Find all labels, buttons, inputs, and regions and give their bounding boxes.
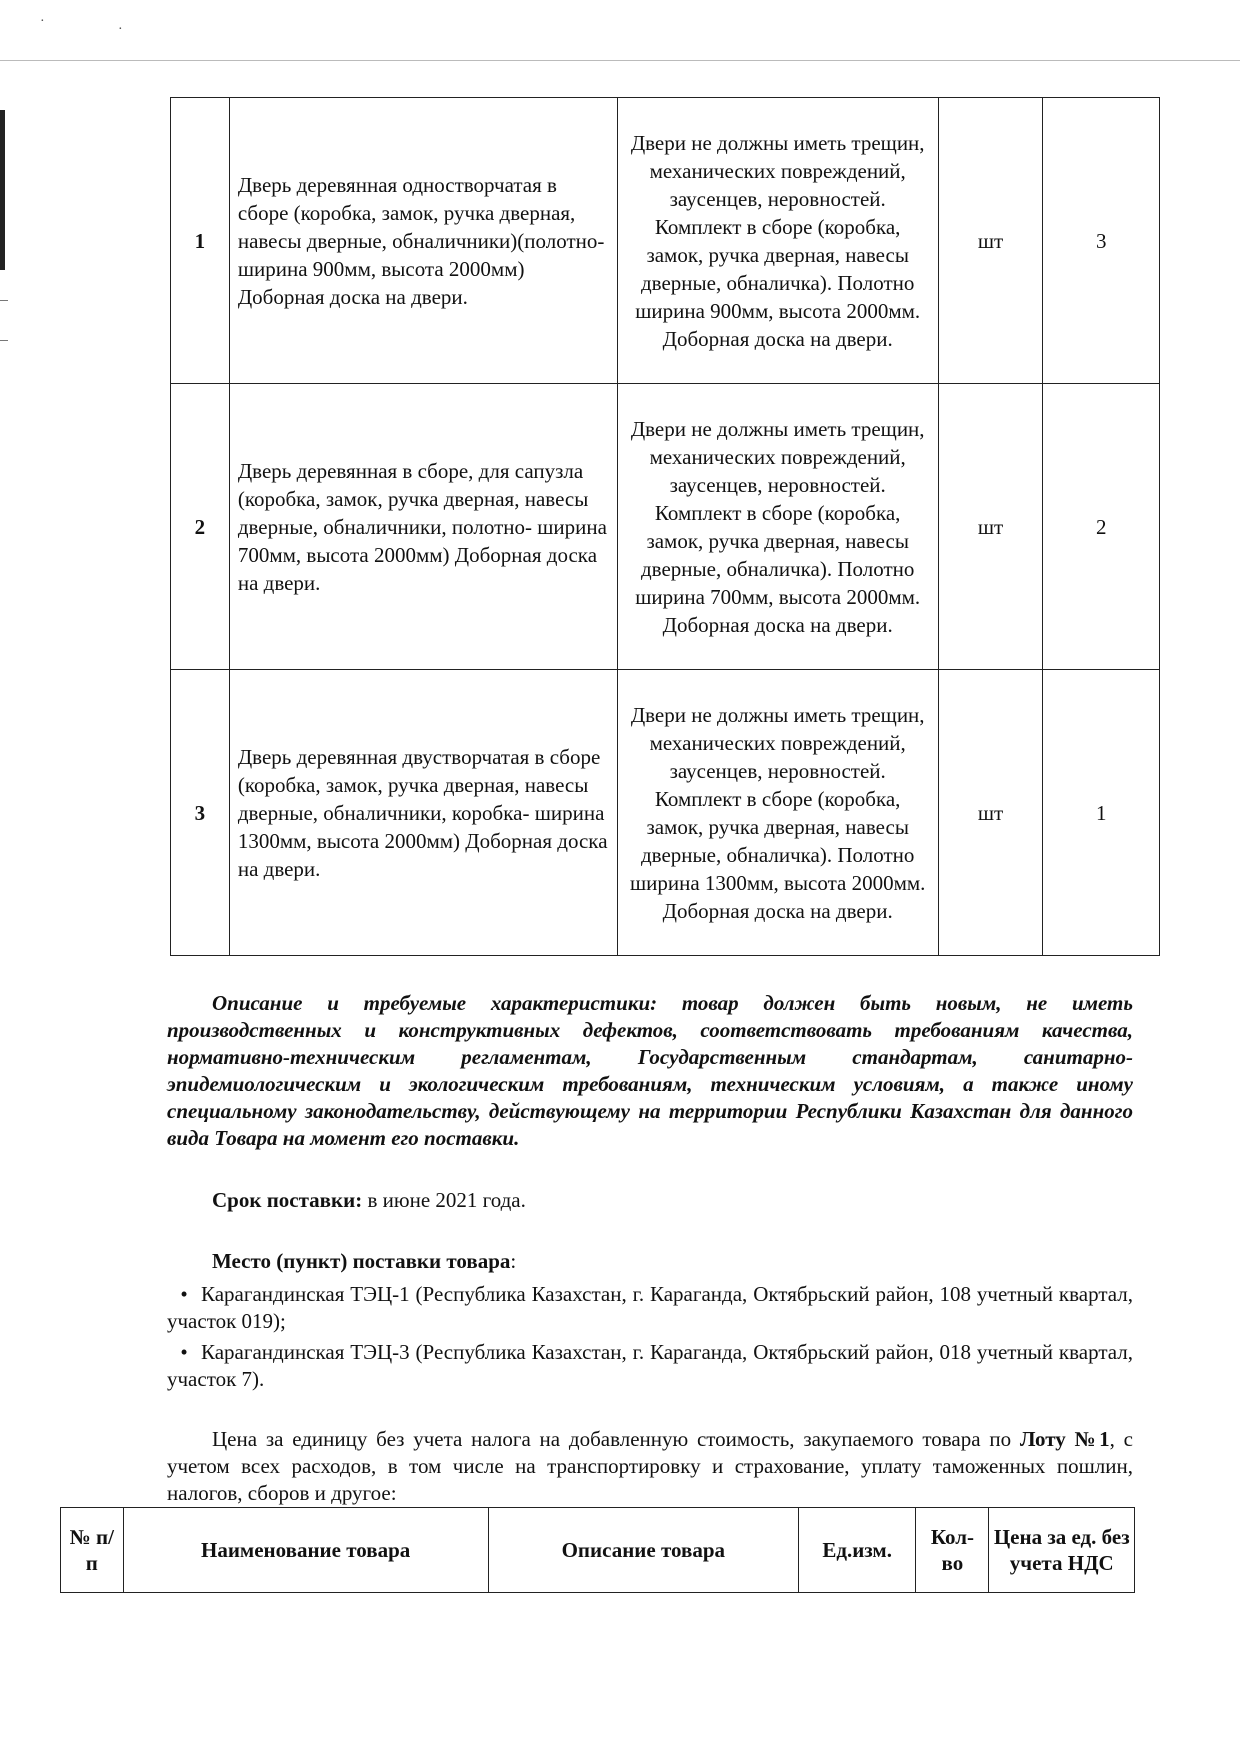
delivery-term-value: в июне 2021 года. <box>362 1188 526 1212</box>
item-description: Двери не должны иметь трещин, механических повреждений, заусенцев, неровностей. Комплект в сборе (коробка, замок, ручка дверная, навесы дверные, обналичка). Полотно ширина 900мм, высота 2000мм. Доборная доска на двери. <box>617 98 938 384</box>
table-header-row <box>61 1508 1135 1593</box>
header-name: Наименование товара <box>123 1508 488 1593</box>
item-unit: шт <box>938 98 1043 384</box>
row-number: 3 <box>171 670 230 956</box>
price-table <box>60 1507 1135 1593</box>
item-description: Двери не должны иметь трещин, механических повреждений, заусенцев, неровностей. Комплект в сборе (коробка, замок, ручка дверная, навесы дверные, обналичка). Полотно ширина 1300мм, высота 2000мм. Доборная доска на двери. <box>617 670 938 956</box>
specification-table <box>170 97 1160 956</box>
delivery-place-heading <box>212 1248 1178 1275</box>
bullet-icon: • <box>180 1282 188 1306</box>
price-note <box>167 1426 1133 1507</box>
row-number: 2 <box>171 384 230 670</box>
header-price: Цена за ед. без учета НДС <box>989 1508 1135 1593</box>
table-row <box>171 670 1160 956</box>
scan-mark: · <box>118 22 123 37</box>
item-description: Двери не должны иметь трещин, механических повреждений, заусенцев, неровностей. Комплект в сборе (коробка, замок, ручка дверная, навесы дверные, обналичка). Полотно ширина 700мм, высота 2000мм. Доборная доска на двери. <box>617 384 938 670</box>
bullet-icon: • <box>180 1340 188 1364</box>
scan-edge-line <box>0 60 1240 61</box>
item-quantity: 3 <box>1043 98 1160 384</box>
header-number: № п/п <box>61 1508 124 1593</box>
item-quantity: 2 <box>1043 384 1160 670</box>
list-item <box>167 1281 1133 1335</box>
item-unit: шт <box>938 384 1043 670</box>
requirements-paragraph: Описание и требуемые характеристики: товар должен быть новым, не иметь производственных и конструктивных дефектов, соответствовать требованиям качества, нормативно-техническим регламентам, Государственным стандартам, санитарно-эпидемиологическим и экологическим требованиям, техническим условиям, а также иному специальному законодательству, действующему на территории Республики Казахстан для данного вида Товара на момент его поставки. <box>167 991 1133 1150</box>
scan-tick <box>0 340 8 341</box>
delivery-place-label: Место (пункт) поставки товара <box>212 1249 511 1273</box>
scan-mark: · <box>40 14 45 29</box>
lot-number: Лоту №1 <box>1019 1427 1110 1451</box>
item-name: Дверь деревянная одностворчатая в сборе (коробка, замок, ручка дверная, навесы дверные, обналичники)(полотно- ширина 900мм, высота 2000мм) Доборная доска на двери. <box>229 98 617 384</box>
item-name: Дверь деревянная двустворчатая в сборе (коробка, замок, ручка дверная, навесы дверные, обналичники, коробка- ширина 1300мм, высота 2000мм) Доборная доска на двери. <box>229 670 617 956</box>
row-number: 1 <box>171 98 230 384</box>
header-quantity: Кол-во <box>916 1508 989 1593</box>
scan-tick <box>0 300 8 301</box>
item-name: Дверь деревянная в сборе, для сапузла (коробка, замок, ручка дверная, навесы дверные, обналичники, полотно- ширина 700мм, высота 2000мм) Доборная доска на двери. <box>229 384 617 670</box>
price-note-text: Цена за единицу без учета налога на добавленную стоимость, закупаемого товара по <box>212 1427 1020 1451</box>
scan-smudge <box>0 110 5 270</box>
delivery-place-item: Карагандинская ТЭЦ-3 (Республика Казахстан, г. Караганда, Октябрьский район, 018 учетный квартал, участок 7). <box>167 1340 1133 1391</box>
item-quantity: 1 <box>1043 670 1160 956</box>
delivery-term-label: Срок поставки: <box>212 1188 363 1212</box>
delivery-place-item: Карагандинская ТЭЦ-1 (Республика Казахстан, г. Караганда, Октябрьский район, 108 учетный квартал, участок 019); <box>167 1282 1133 1333</box>
delivery-term <box>212 1187 1178 1214</box>
delivery-place-colon: : <box>510 1249 517 1273</box>
list-item <box>167 1339 1133 1393</box>
header-description: Описание товара <box>488 1508 798 1593</box>
table-row <box>171 98 1160 384</box>
header-unit: Ед.изм. <box>798 1508 915 1593</box>
price-note-text: , с учетом всех расходов, в том числе на транспортировку и страхование, уплату таможенных пошлин, налогов, сборов и другое: <box>167 1427 1133 1505</box>
table-row <box>171 384 1160 670</box>
item-unit: шт <box>938 670 1043 956</box>
